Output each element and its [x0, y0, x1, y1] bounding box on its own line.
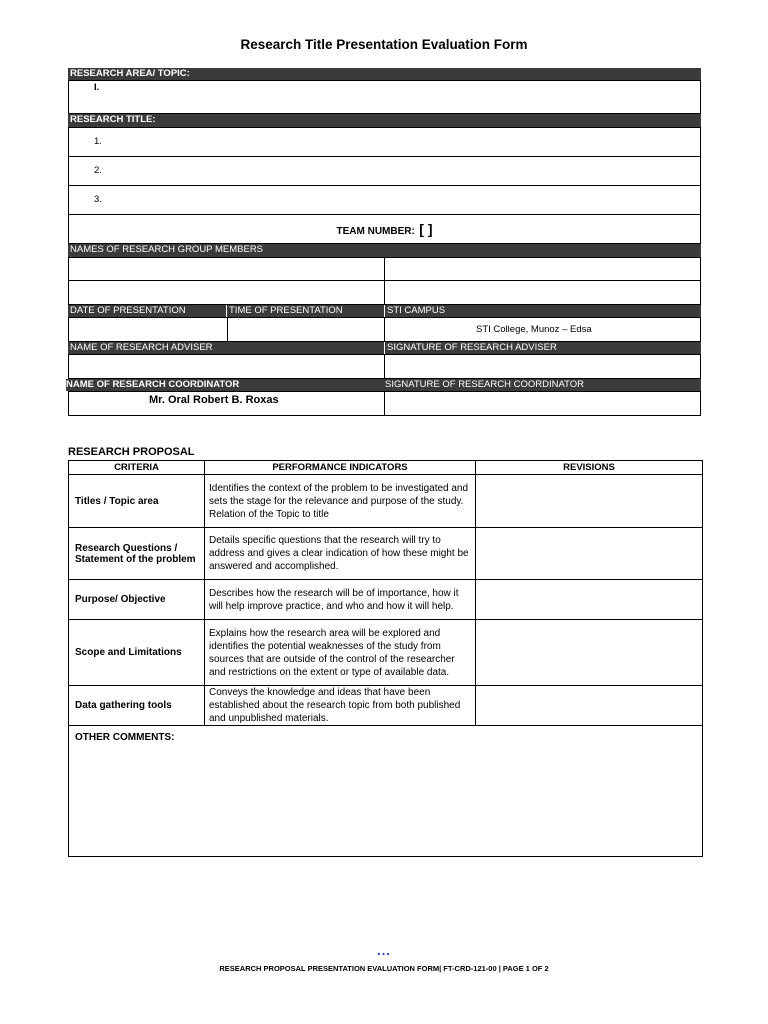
adviser-header: NAME OF RESEARCH ADVISER [68, 342, 385, 354]
indicator-cell: Explains how the research area will be explored and identifies the potential weaknesses of the study from sources that are outside of the control of the researcher and restrictions on the extent or type of available data. [205, 620, 476, 686]
indicator-cell: Identifies the context of the problem to be investigated and sets the stage for the relevance and purpose of the study. Relation of the Topic to title [205, 475, 476, 528]
campus-header: STI CAMPUS [385, 305, 701, 317]
research-title-header: RESEARCH TITLE: [68, 114, 701, 127]
member-field-3[interactable] [68, 280, 385, 305]
date-header: DATE OF PRESENTATION [68, 305, 227, 317]
research-area-item: I. [94, 82, 100, 93]
research-title-number-2: 2. [94, 165, 102, 176]
criteria-cell: Titles / Topic area [69, 475, 205, 528]
criteria-cell: Purpose/ Objective [69, 580, 205, 620]
criteria-column-header: CRITERIA [69, 461, 205, 475]
research-proposal-heading: RESEARCH PROPOSAL [68, 446, 195, 458]
other-comments-field[interactable] [69, 726, 703, 857]
other-comments-row [69, 726, 703, 857]
research-area-header: RESEARCH AREA/ TOPIC: [68, 68, 701, 80]
footer-dots: ... [377, 943, 391, 958]
revisions-column-header: REVISIONS [476, 461, 703, 475]
revisions-field[interactable] [476, 528, 703, 580]
indicator-cell: Describes how the research will be of importance, how it will help improve practice, and who and how it will help. [205, 580, 476, 620]
coordinator-signature-header: SIGNATURE OF RESEARCH COORDINATOR [383, 379, 701, 391]
criteria-cell: Research Questions / Statement of the problem [69, 528, 205, 580]
research-title-field-3[interactable] [68, 185, 701, 215]
campus-value: STI College, Munoz – Edsa [476, 324, 592, 335]
adviser-signature-header: SIGNATURE OF RESEARCH ADVISER [385, 342, 701, 354]
research-title-number-1: 1. [94, 136, 102, 147]
table-row [69, 620, 703, 686]
indicator-cell: Details specific questions that the research will try to address and gives a clear indication of how these might be answered and accomplished. [205, 528, 476, 580]
revisions-field[interactable] [476, 580, 703, 620]
revisions-field[interactable] [476, 686, 703, 726]
coordinator-signature-field[interactable] [384, 391, 701, 416]
members-header: NAMES OF RESEARCH GROUP MEMBERS [68, 244, 701, 257]
coordinator-field[interactable] [68, 391, 385, 416]
research-title-field-2[interactable] [68, 156, 701, 186]
member-field-2[interactable] [384, 257, 701, 281]
adviser-field[interactable] [68, 354, 385, 379]
campus-field[interactable] [384, 317, 701, 342]
research-proposal-table [68, 460, 703, 857]
coordinator-header: NAME OF RESEARCH COORDINATOR [66, 379, 385, 391]
indicator-cell: Conveys the knowledge and ideas that have been established about the research topic from both published and unpublished materials. [205, 686, 476, 726]
adviser-signature-field[interactable] [384, 354, 701, 379]
criteria-cell: Scope and Limitations [69, 620, 205, 686]
table-row [69, 686, 703, 726]
indicators-column-header: PERFORMANCE INDICATORS [205, 461, 476, 475]
member-field-4[interactable] [384, 280, 701, 305]
footer-text: RESEARCH PROPOSAL PRESENTATION EVALUATION FORM| FT-CRD-121-00 | PAGE 1 OF 2 [219, 964, 549, 973]
criteria-cell: Data gathering tools [69, 686, 205, 726]
revisions-field[interactable] [476, 620, 703, 686]
research-title-number-3: 3. [94, 194, 102, 205]
form-title: Research Title Presentation Evaluation Form [240, 37, 528, 52]
team-number-field[interactable]: [ ] [419, 221, 433, 237]
member-field-1[interactable] [68, 257, 385, 281]
table-row [69, 580, 703, 620]
coordinator-value: Mr. Oral Robert B. Roxas [149, 394, 279, 406]
other-comments-label: OTHER COMMENTS: [75, 732, 175, 743]
time-field[interactable] [227, 317, 385, 342]
research-area-field[interactable] [68, 80, 701, 114]
research-title-field-1[interactable] [68, 127, 701, 157]
revisions-field[interactable] [476, 475, 703, 528]
table-row [69, 528, 703, 580]
team-number-label: TEAM NUMBER: [336, 226, 415, 237]
date-field[interactable] [68, 317, 228, 342]
time-header: TIME OF PRESENTATION [227, 305, 385, 317]
team-number-row [68, 214, 701, 244]
table-row [69, 475, 703, 528]
